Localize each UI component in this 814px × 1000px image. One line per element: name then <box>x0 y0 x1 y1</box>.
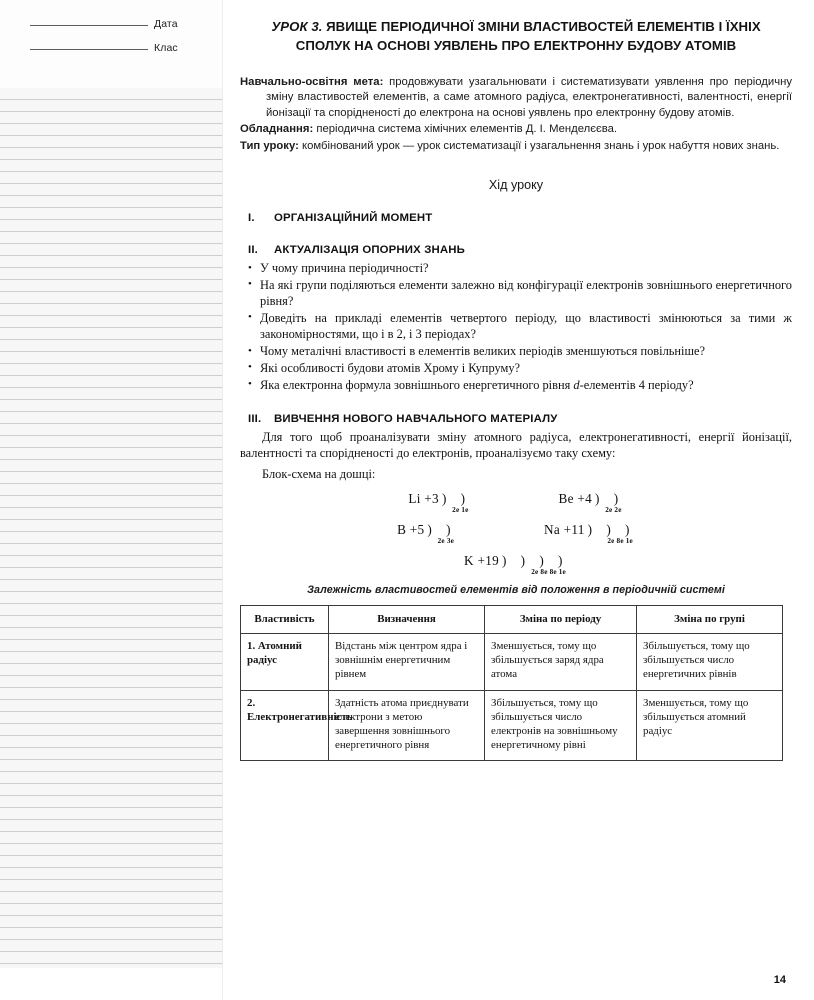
page-number: 14 <box>773 974 786 986</box>
atom-symbol: B +5 <box>397 521 425 537</box>
lesson-meta-block <box>240 75 792 154</box>
list-item: • Які особливості будови атомів Хрому і Купруму? <box>240 360 792 376</box>
atom-symbol: Be +4 <box>558 490 593 506</box>
atom-scheme-block <box>240 490 792 576</box>
cell-period-change: Зменшується, тому що збільшується заряд ядра атома <box>485 634 637 691</box>
lesson-flow-heading: Хід уроку <box>488 178 544 193</box>
list-item: • Чому металічні властивості в елементів великих періодів зменшуються повільніше? <box>240 343 792 359</box>
meta-goal-text: продовжувати узагальнювати і систематизувати уявлення про періодичну зміну властивостей елементів, а саме атомного радіуса, електронегативності, валентності, енергії йонізації та спорідненості до електрона на основі уявлень про електронну будову атомів. <box>266 76 792 119</box>
question-6-before: Яка електронна формула зовнішнього енергетичного рівня <box>260 377 574 392</box>
atom-diagram-na <box>544 521 635 545</box>
meta-lesson-type-label: Тип уроку: <box>240 139 299 152</box>
section-2-number: II. <box>248 244 258 257</box>
atom-symbol: K +19 <box>464 552 499 568</box>
question-6-after: -елементів 4 періоду? <box>579 377 694 392</box>
atom-diagram-b <box>397 521 457 545</box>
section-1-title: ОРГАНІЗАЦІЙНИЙ МОМЕНТ <box>274 212 433 225</box>
atom-diagram-be <box>558 490 624 514</box>
table-caption: Залежність властивостей елементів від положення в періодичній системі <box>307 583 725 596</box>
section-heading-new-material <box>240 413 792 425</box>
atom-shell-arcs: ) ) <box>441 490 471 506</box>
atom-electron-counts: 2e 3e <box>437 536 455 545</box>
atom-scheme-row <box>240 521 792 545</box>
atom-symbol: Li +3 <box>408 490 439 506</box>
class-write-line[interactable] <box>30 49 148 50</box>
cell-property: 2. Електронегативність <box>241 690 329 761</box>
atom-scheme-row <box>240 552 792 576</box>
date-label: Дата <box>154 18 178 30</box>
table-row <box>241 690 783 761</box>
atom-electron-counts: 2e 8e 8e 1e <box>531 567 566 576</box>
section-1-number: I. <box>248 212 255 225</box>
list-item <box>240 377 792 393</box>
list-item: • Доведіть на прикладі елементів четвертого періоду, що властивості змінюються за тими ж закономірностями, що і в 2, і 3 періодах? <box>240 310 792 343</box>
section-heading-actualization <box>240 244 792 256</box>
class-field-row <box>30 42 178 54</box>
lesson-title-text: ЯВИЩЕ ПЕРІОДИЧНОЇ ЗМІНИ ВЛАСТИВОСТЕЙ ЕЛЕМЕНТІВ І ЇХНІХ СПОЛУК НА ОСНОВІ УЯВЛЕНЬ ПРО ЕЛЕКТРОННУ БУДОВУ АТОМІВ <box>295 19 761 53</box>
atom-electron-counts: 2e 2e <box>605 505 622 514</box>
lesson-number: УРОК 3. <box>271 19 323 34</box>
atom-symbol: Na +11 <box>544 521 585 537</box>
cell-period-change: Збільшується, тому що збільшується число електронів на зовнішньому енергетичному рівні <box>485 690 637 761</box>
column-header-definition: Визначення <box>329 605 485 633</box>
scheme-label: Блок-схема на дошці: <box>262 466 376 481</box>
cell-group-change: Зменшується, тому що збільшується атомний радіус <box>637 690 783 761</box>
section-3-title: ВИВЧЕННЯ НОВОГО НАВЧАЛЬНОГО МАТЕРІАЛУ <box>274 412 558 425</box>
table-row <box>241 634 783 691</box>
atom-diagram-k <box>464 552 568 576</box>
question-6-italic-d: d <box>573 377 580 392</box>
meta-equipment <box>240 122 792 137</box>
atom-shell-arcs: ) ) ) ) <box>501 552 568 568</box>
date-field-row <box>30 18 178 30</box>
date-write-line[interactable] <box>30 25 148 26</box>
atom-scheme-row <box>240 490 792 514</box>
meta-lesson-type-text: комбінований урок — урок систематизації і узагальнення знань і урок набуття нових знань. <box>298 139 780 152</box>
section-2-title: АКТУАЛІЗАЦІЯ ОПОРНИХ ЗНАНЬ <box>274 244 465 257</box>
list-item: • На які групи поділяються елементи залежно від конфігурації електронів зовнішнього енергетичного рівня? <box>240 277 792 310</box>
cell-definition: Здатність атома приєднувати електрони з метою завершення зовнішнього енергетичного рівня <box>329 690 485 761</box>
question-list <box>240 260 792 393</box>
content-column <box>240 0 792 1000</box>
meta-equipment-text: періодична система хімічних елементів Д. І. Менделєєва. <box>313 123 618 136</box>
atom-shell-arcs: ) ) <box>595 490 624 506</box>
cell-definition: Відстань між центром ядра і зовнішнім енергетичним рівнем <box>329 634 485 691</box>
cell-group-change: Збільшується, тому що збільшується число енергетичних рівнів <box>637 634 783 691</box>
meta-equipment-label: Обладнання: <box>240 123 314 136</box>
meta-goal <box>240 75 792 121</box>
margin-divider <box>222 0 223 1000</box>
notebook-margin-pane <box>0 0 222 968</box>
column-header-period-change: Зміна по періоду <box>485 605 637 633</box>
meta-goal-label: Навчально-освітня мета: <box>240 76 384 88</box>
table-header-row <box>241 605 783 633</box>
properties-table <box>240 605 783 762</box>
column-header-group-change: Зміна по групі <box>637 605 783 633</box>
atom-electron-counts: 2e 8e 1e <box>607 536 633 545</box>
intro-paragraph: Для того щоб проаналізувати зміну атомного радіуса, електронегативності, енергії йонізації, валентності та спорідненості до електронів, проаналізуємо таку схему: <box>240 429 792 461</box>
column-header-property: Властивість <box>241 605 329 633</box>
atom-shell-arcs: ) ) <box>427 521 457 537</box>
page-title <box>240 18 792 55</box>
meta-lesson-type <box>240 139 792 154</box>
list-item: • У чому причина періодичності? <box>240 260 792 276</box>
section-heading-organizational <box>240 212 792 224</box>
cell-property: 1. Атомний радіус <box>241 634 329 691</box>
section-3-number: III. <box>248 412 262 425</box>
class-label: Клас <box>154 42 178 54</box>
atom-electron-counts: 2e 1e <box>452 505 469 514</box>
atom-shell-arcs: ) ) ) <box>587 521 635 537</box>
atom-diagram-li <box>408 490 471 514</box>
